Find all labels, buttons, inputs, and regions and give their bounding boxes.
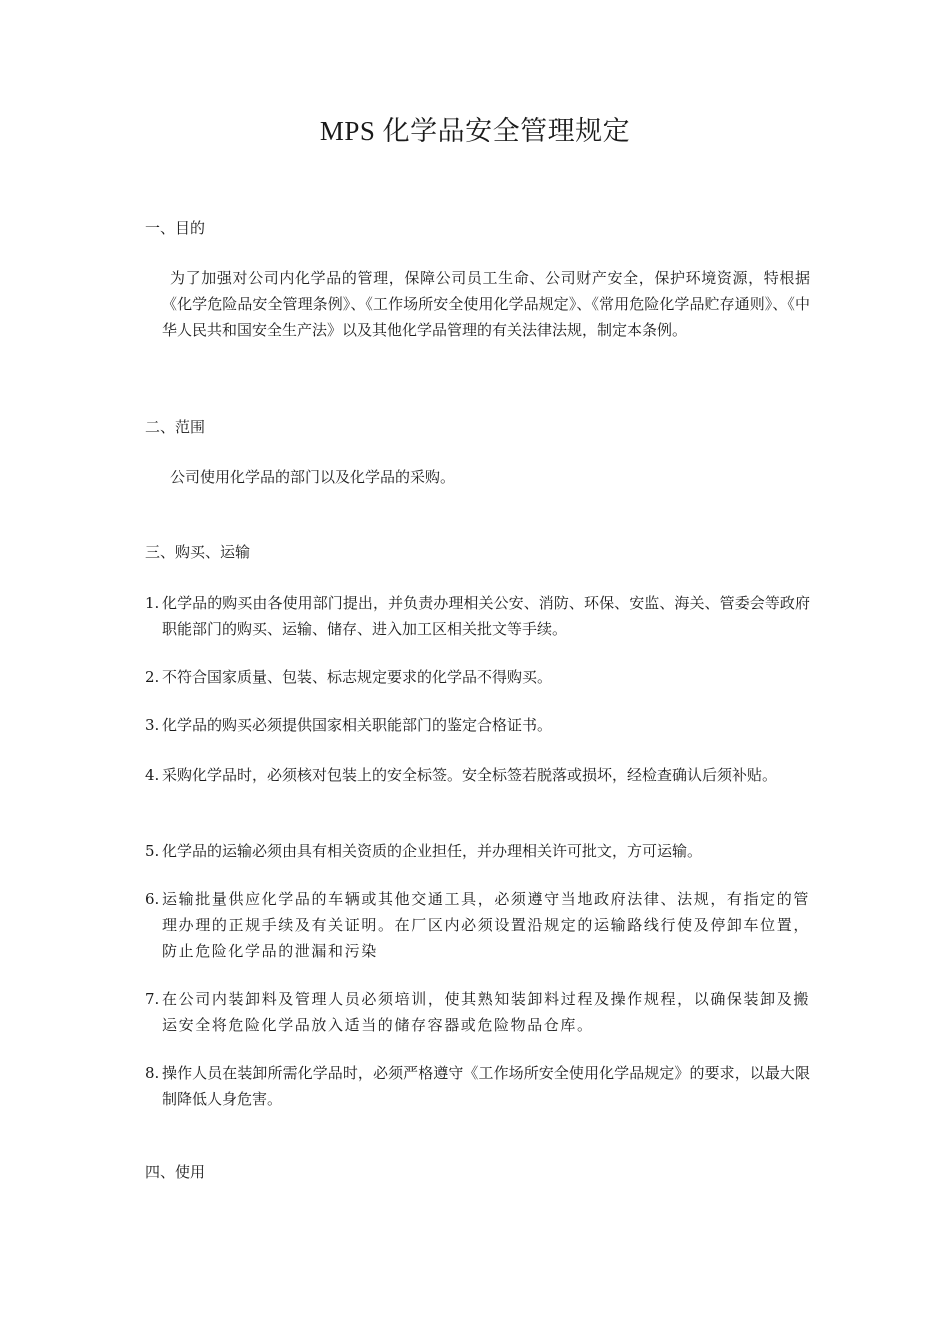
list-item-text: 在公司内装卸料及管理人员必须培训，使其熟知装卸料过程及操作规程，以确保装卸及搬运安全将危险化学品放入适当的储存容器或危险物品仓库。	[162, 990, 810, 1034]
section-heading-purpose: 一、目的	[145, 219, 206, 237]
section-paragraph-scope: 公司使用化学品的部门以及化学品的采购。	[170, 468, 456, 486]
list-item	[145, 886, 810, 964]
list-item-number: 8.	[145, 1064, 160, 1082]
list-item	[145, 762, 810, 788]
list-item-number: 7.	[145, 990, 160, 1008]
list-item-text: 运输批量供应化学品的车辆或其他交通工具，必须遵守当地政府法律、法规，有指定的管理办理的正规手续及有关证明。在厂区内必须设置沿规定的运输路线行使及停卸车位置，防止危险化学品的泄漏和污染	[162, 890, 810, 960]
list-item-text: 化学品的购买由各使用部门提出，并负责办理相关公安、消防、环保、安监、海关、管委会等政府职能部门的购买、运输、储存、进入加工区相关批文等手续。	[162, 594, 810, 638]
section-heading-purchase-transport: 三、购买、运输	[145, 543, 251, 561]
list-item	[145, 664, 810, 690]
list-item-text: 化学品的购买必须提供国家相关职能部门的鉴定合格证书。	[162, 716, 553, 734]
list-item-number: 5.	[145, 842, 160, 860]
list-item	[145, 1060, 810, 1112]
list-item	[145, 986, 810, 1038]
list-item	[145, 590, 810, 642]
list-item-number: 3.	[145, 716, 160, 734]
list-item-number: 1.	[145, 594, 160, 612]
list-item-text: 化学品的运输必须由具有相关资质的企业担任，并办理相关许可批文，方可运输。	[162, 842, 703, 860]
section-heading-scope: 二、范围	[145, 418, 206, 436]
list-item-number: 4.	[145, 766, 160, 784]
list-item	[145, 712, 810, 738]
list-item-number: 2.	[145, 668, 160, 686]
document-title: MPS 化学品安全管理规定	[319, 116, 631, 146]
section-heading-usage: 四、使用	[145, 1163, 206, 1181]
list-item-text: 操作人员在装卸所需化学品时，必须严格遵守《工作场所安全使用化学品规定》的要求，以最大限制降低人身危害。	[162, 1064, 810, 1108]
list-item-text: 采购化学品时，必须核对包装上的安全标签。安全标签若脱落或损坏，经检查确认后须补贴。	[162, 766, 778, 784]
section-paragraph-purpose: 为了加强对公司内化学品的管理，保障公司员工生命、公司财产安全，保护环境资源，特根据《化学危险品安全管理条例》、《工作场所安全使用化学品规定》、《常用危险化学品贮存通则》、《中华人民共和国安全生产法》以及其他化学品管理的有关法律法规，制定本条例。	[162, 269, 810, 339]
list-item	[145, 838, 810, 864]
list-item-number: 6.	[145, 890, 160, 908]
list-item-text: 不符合国家质量、包装、标志规定要求的化学品不得购买。	[162, 668, 553, 686]
